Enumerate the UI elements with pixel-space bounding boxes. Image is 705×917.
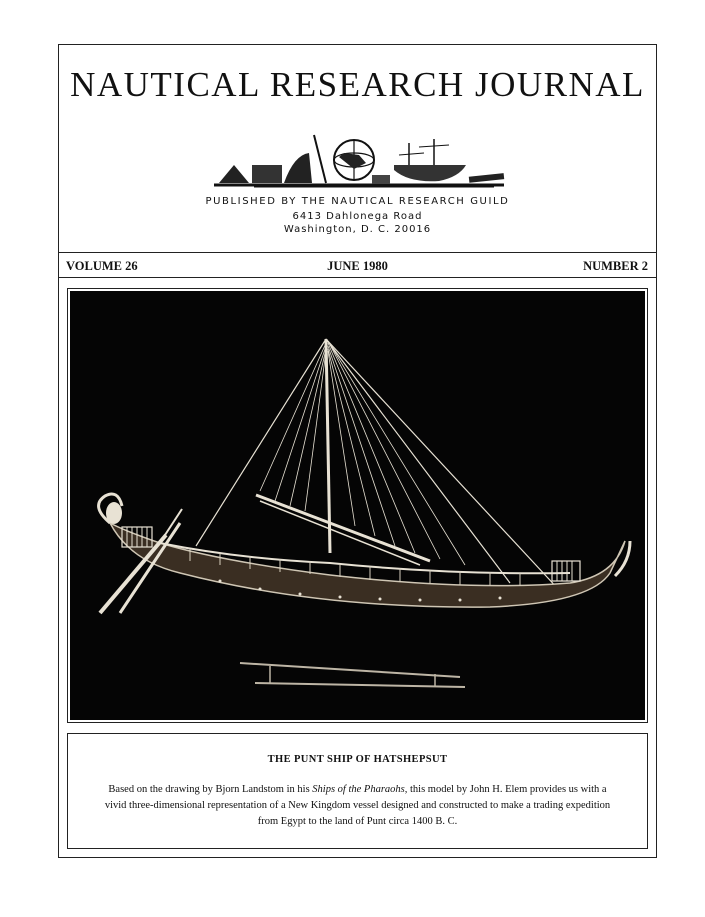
cover-photo-frame <box>67 288 648 723</box>
cover-frame <box>58 44 657 858</box>
issue-number: NUMBER 2 <box>583 259 648 273</box>
caption-text <box>98 782 617 830</box>
book-title: Ships of the Pharaohs, <box>312 784 408 795</box>
caption-title: THE PUNT SHIP OF HATSHEPSUT <box>267 754 448 765</box>
cover-photo <box>70 291 645 720</box>
caption-text-start: Based on the drawing by Bjorn Landstom in his <box>108 784 313 795</box>
journal-title: NAUTICAL RESEARCH JOURNAL <box>70 65 645 104</box>
volume-label: VOLUME 26 <box>66 259 138 273</box>
caption-box <box>67 733 648 849</box>
issue-bar <box>59 255 656 278</box>
publisher-line: PUBLISHED BY THE NAUTICAL RESEARCH GUILD <box>205 196 510 207</box>
issue-date: JUNE 1980 <box>327 259 388 273</box>
address-line-2: Washington, D. C. 20016 <box>283 224 432 235</box>
caption-text-end: this model by John H. Elem provides us with a vivid three-dimensional representation of a New Kingdom vessel designed and constructed to make a trading expedition from Egypt to the land of Punt circa 1400 B. C. <box>104 784 611 827</box>
address-line-1: 6413 Dahlonega Road <box>292 211 423 222</box>
masthead <box>59 45 656 253</box>
sailing-ship-model-icon <box>70 291 645 720</box>
